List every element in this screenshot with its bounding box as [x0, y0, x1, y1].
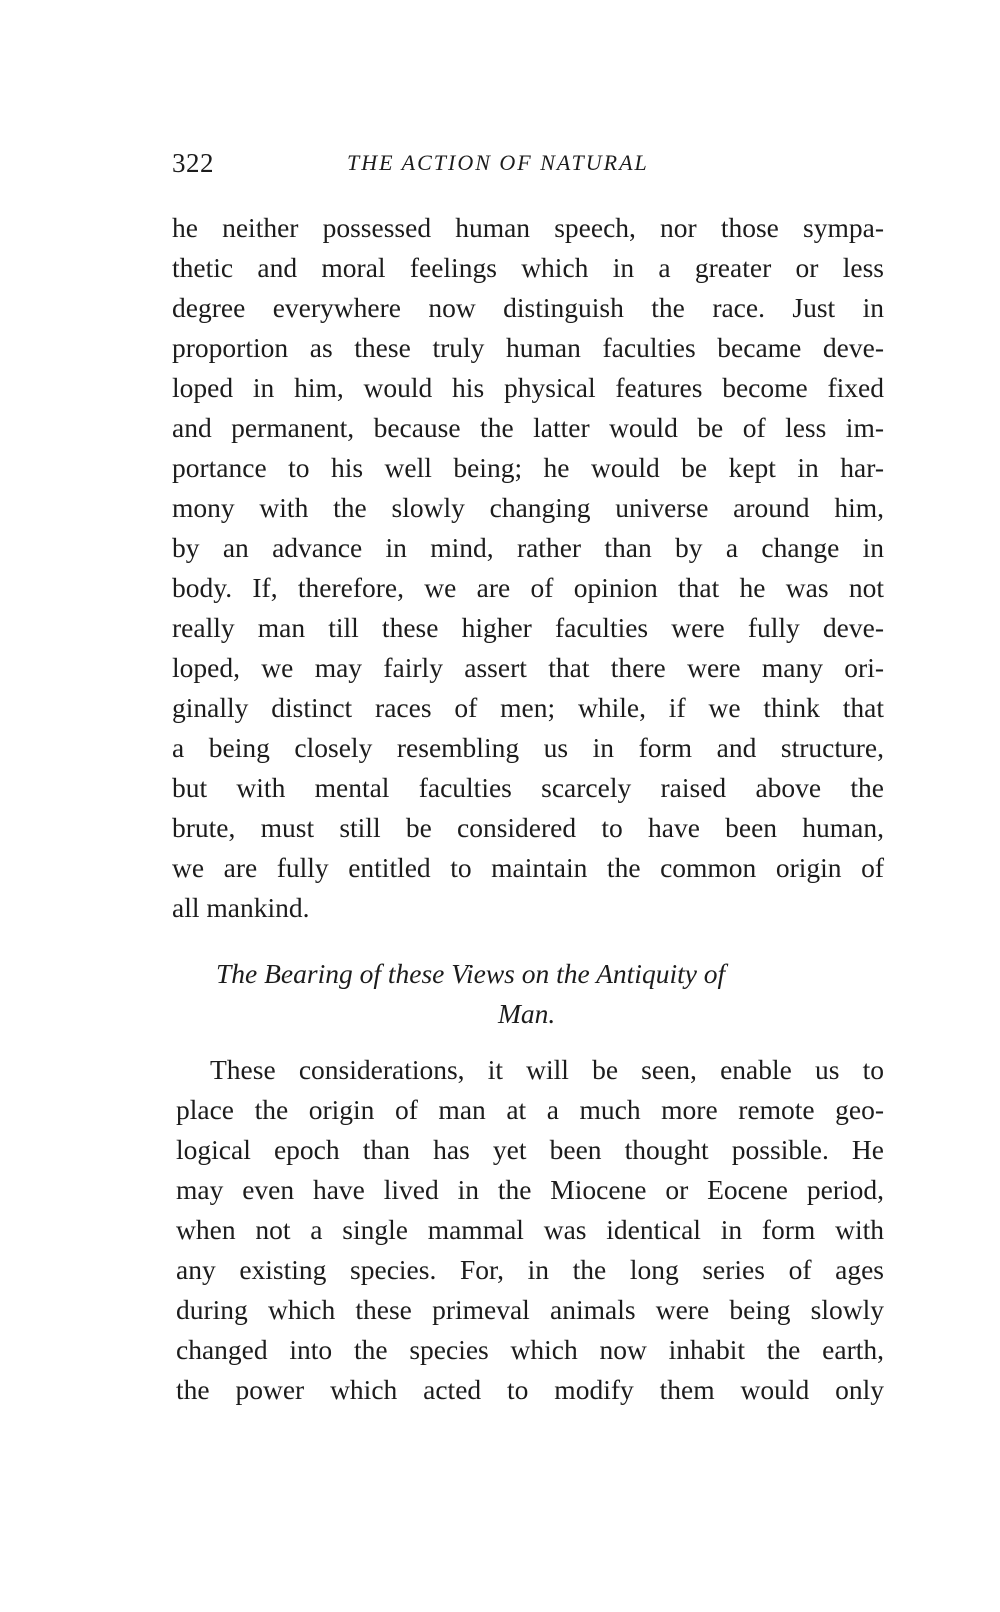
text-line: any existing species. For, in the long series of ages [176, 1254, 884, 1285]
text-line: ginally distinct races of men; while, if we think that [172, 692, 884, 723]
running-title: THE ACTION OF NATURAL [347, 150, 649, 175]
text-line: brute, must still be considered to have been human, [172, 812, 884, 843]
text-line: thetic and moral feelings which in a greater or less [172, 252, 884, 283]
text-line: loped, we may fairly assert that there were many ori- [172, 652, 884, 683]
text-line: we are fully entitled to maintain the common origin of [172, 852, 884, 883]
text-line: and permanent, because the latter would be of less im- [172, 412, 884, 443]
text-line: These considerations, it will be seen, enable us to [210, 1054, 884, 1085]
text-line: degree everywhere now distinguish the race. Just in [172, 292, 884, 323]
text-line: all mankind. [172, 892, 310, 923]
running-head [172, 148, 884, 182]
text-line: the power which acted to modify them would only [176, 1374, 884, 1405]
text-line: portance to his well being; he would be kept in har- [172, 452, 884, 483]
text-line: place the origin of man at a much more remote geo- [176, 1094, 884, 1125]
page-number: 322 [172, 148, 214, 178]
text-line: changed into the species which now inhabit the earth, [176, 1334, 884, 1365]
text-line: during which these primeval animals were being slowly [176, 1294, 884, 1325]
text-line: but with mental faculties scarcely raised above the [172, 772, 884, 803]
text-line: logical epoch than has yet been thought possible. He [176, 1134, 884, 1165]
heading-line: Man. [498, 998, 556, 1029]
text-line: a being closely resembling us in form and structure, [172, 732, 884, 763]
text-line: he neither possessed human speech, nor those sympa- [172, 212, 884, 243]
text-line: loped in him, would his physical features become fixed [172, 372, 884, 403]
text-line: by an advance in mind, rather than by a change in [172, 532, 884, 563]
text-line: mony with the slowly changing universe around him, [172, 492, 884, 523]
text-line: really man till these higher faculties were fully deve- [172, 612, 884, 643]
text-line: may even have lived in the Miocene or Eocene period, [176, 1174, 884, 1205]
text-line: proportion as these truly human faculties became deve- [172, 332, 884, 363]
text-line: when not a single mammal was identical in form with [176, 1214, 884, 1245]
heading-line: The Bearing of these Views on the Antiquity of [216, 958, 726, 989]
text-line: body. If, therefore, we are of opinion that he was not [172, 572, 884, 603]
